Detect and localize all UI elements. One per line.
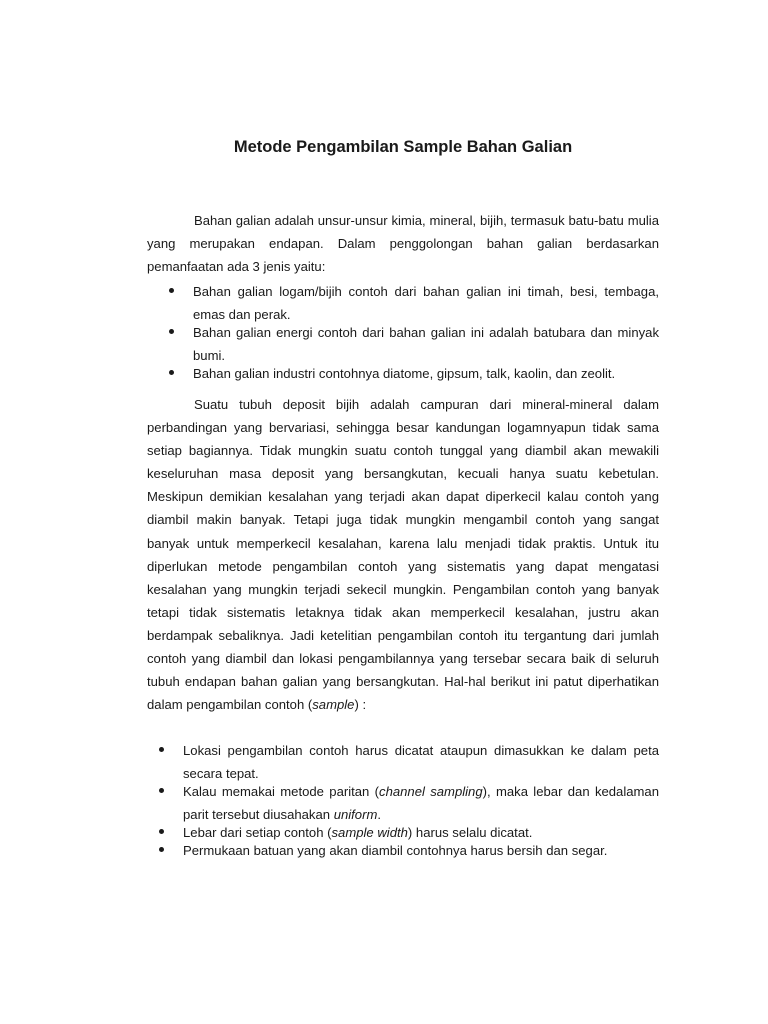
bullet-icon <box>169 370 174 375</box>
list-sampling-notes <box>157 739 659 857</box>
list-item-text: Lokasi pengambilan contoh harus dicatat ataupun dimasukkan ke dalam peta secara tepat. <box>183 743 659 781</box>
bullet-icon <box>159 829 164 834</box>
list-mineral-types <box>167 280 659 380</box>
list-item <box>157 839 659 862</box>
list-item-text: Bahan galian logam/bijih contoh dari bahan galian ini timah, besi, tembaga, emas dan perak. <box>193 284 659 322</box>
list-item-text: Bahan galian energi contoh dari bahan galian ini adalah batubara dan minyak bumi. <box>193 325 659 363</box>
document-title: Metode Pengambilan Sample Bahan Galian <box>233 138 573 156</box>
list-item-text: . <box>377 807 381 822</box>
paragraph-deposit-text: Suatu tubuh deposit bijih adalah campuran dari mineral-mineral dalam perbandingan yang bervariasi, sehingga besar kandungan logamnyapun tidak sama setiap bagiannya. Tidak mungkin suatu contoh tunggal yang diambil akan mewakili keseluruhan masa deposit yang bersangkutan, kecuali hanya suatu kebetulan. Meskipun demikian kesalahan yang terjadi akan dapat diperkecil kalau contoh yang diambil makin banyak. Tetapi juga tidak mungkin mengambil contoh yang sangat banyak untuk memperkecil kesalahan, karena lalu menjadi tidak praktis. Untuk itu diperlukan metode pengambilan contoh yang sistematis yang dapat mengatasi kesalahan yang mungkin terjadi sekecil mungkin. Pengambilan contoh yang banyak tetapi tidak sistematis letaknya tidak akan memperkecil kesalahan, justru akan berdampak sebaliknya. Jadi ketelitian pengambilan contoh itu tergantung dari jumlah contoh yang diambil dan lokasi pengambilannya yang tersebar secara baik di seluruh tubuh endapan bahan galian yang bersangkutan. Hal-hal berikut ini patut diperhatikan dalam pengambilan contoh ( <box>147 397 659 713</box>
list-item-italic: sample width <box>331 825 408 840</box>
list-item-italic: channel sampling <box>379 784 483 799</box>
list-item <box>157 739 659 785</box>
bullet-icon <box>169 288 174 293</box>
list-item-text: ), maka lebar dan kedalaman parit tersebut diusahakan <box>183 784 659 822</box>
list-item <box>167 362 659 385</box>
bullet-icon <box>159 788 164 793</box>
bullet-icon <box>159 847 164 852</box>
bullet-icon <box>169 329 174 334</box>
list-item <box>167 280 659 326</box>
paragraph-deposit-italic: sample <box>312 697 355 713</box>
paragraph-deposit <box>147 393 659 716</box>
paragraph-intro: Bahan galian adalah unsur-unsur kimia, mineral, bijih, termasuk batu-batu mulia yang merupakan endapan. Dalam penggolongan bahan galian berdasarkan pemanfaatan ada 3 jenis yaitu: <box>147 213 659 275</box>
list-item-italic: uniform <box>333 807 378 822</box>
list-item-text: Permukaan batuan yang akan diambil contohnya harus bersih dan segar. <box>183 843 608 858</box>
paragraph-deposit-end: ) : <box>354 697 367 713</box>
list-item-text: Lebar dari setiap contoh ( <box>183 825 332 840</box>
list-item-text: Kalau memakai metode paritan ( <box>183 784 380 799</box>
list-item-text: Bahan galian industri contohnya diatome, gipsum, talk, kaolin, dan zeolit. <box>193 366 616 381</box>
list-item <box>167 321 659 367</box>
list-item-text: ) harus selalu dicatat. <box>407 825 533 840</box>
bullet-icon <box>159 747 164 752</box>
list-item <box>157 780 659 826</box>
